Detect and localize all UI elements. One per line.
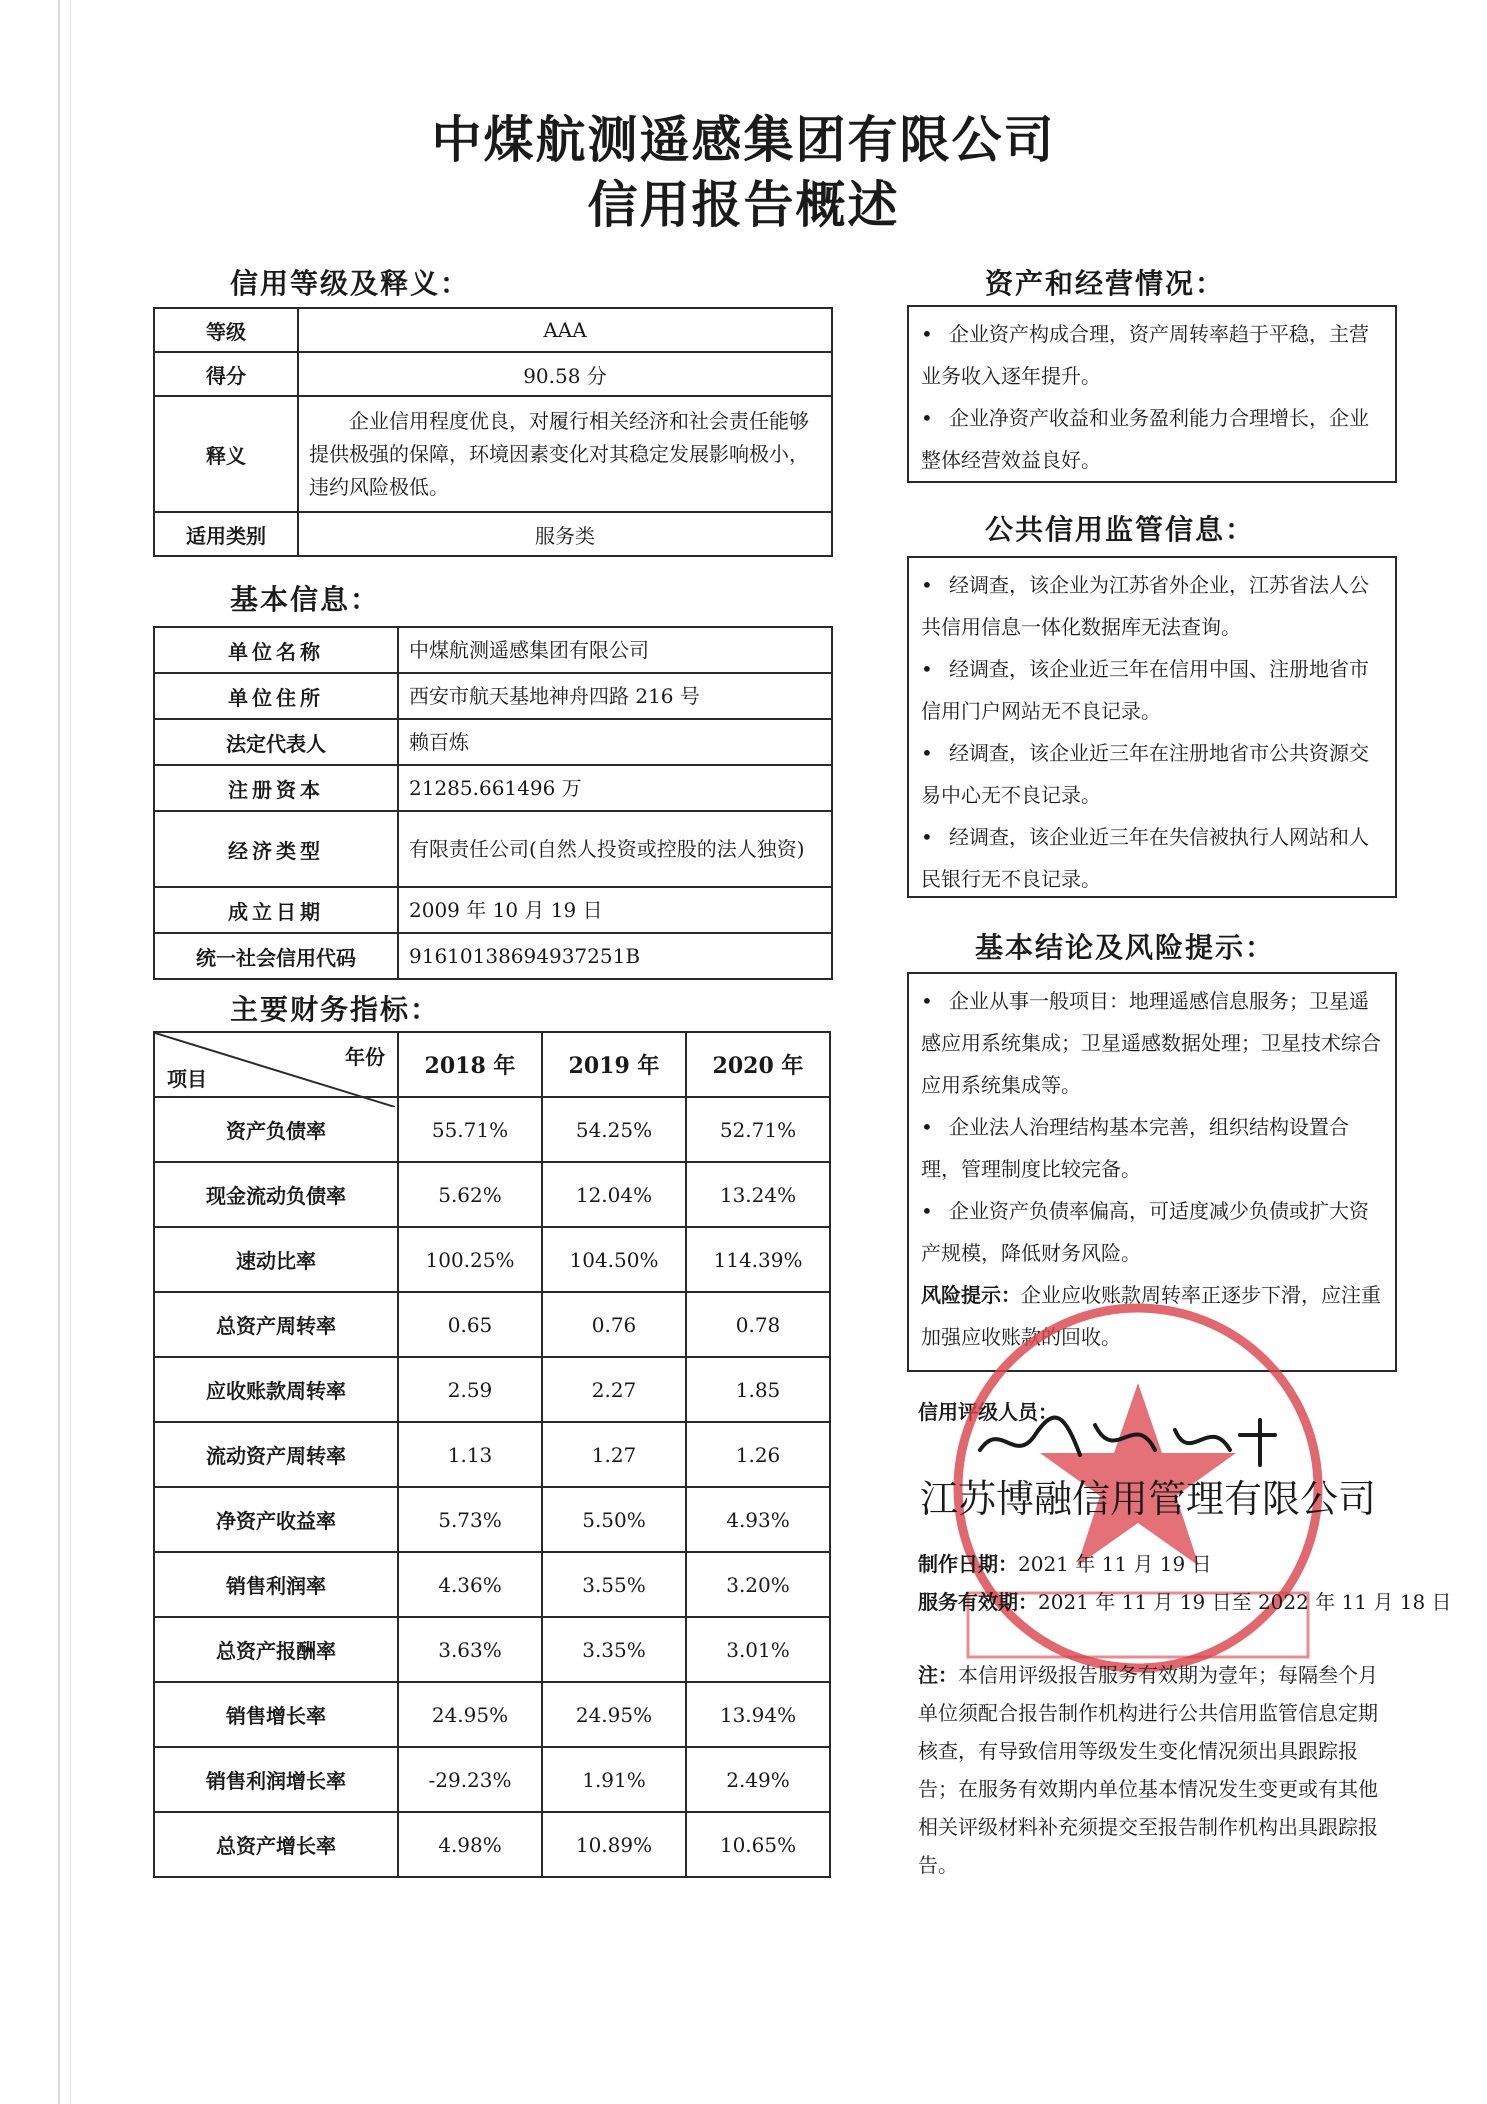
bullet-icon: •	[921, 657, 933, 681]
metric-name: 总资产报酬率	[154, 1617, 398, 1682]
table-row	[154, 396, 832, 512]
basic-heading: 基本信息：	[230, 583, 381, 616]
metric-value: 12.04%	[542, 1162, 686, 1227]
list-item	[921, 816, 1383, 900]
metric-name: 销售增长率	[154, 1682, 398, 1747]
table-header-row	[154, 1032, 830, 1097]
metric-value: 0.78	[686, 1292, 830, 1357]
table-row	[154, 765, 832, 811]
finance-table	[153, 1031, 831, 1878]
table-row	[154, 1292, 830, 1357]
basic-value: 91610138694937251B	[398, 933, 832, 979]
list-item	[921, 1190, 1383, 1274]
credit-heading: 信用等级及释义：	[230, 267, 471, 300]
list-item-text: 企业法人治理结构基本完善，组织结构设置合理，管理制度比较完备。	[921, 1115, 1349, 1181]
finance-heading: 主要财务指标：	[230, 993, 441, 1026]
note-label: 注：	[918, 1663, 958, 1687]
table-row	[154, 1747, 830, 1812]
basic-key: 统一社会信用代码	[154, 933, 398, 979]
metric-value: 1.91%	[542, 1747, 686, 1812]
bullet-icon: •	[921, 825, 933, 849]
basic-key: 成立日期	[154, 887, 398, 933]
table-row	[154, 627, 832, 673]
table-row	[154, 887, 832, 933]
metric-name: 总资产增长率	[154, 1812, 398, 1877]
list-item-text: 企业从事一般项目：地理遥感信息服务；卫星遥感应用系统集成；卫星遥感数据处理；卫星技术综合应用系统集成等。	[921, 989, 1381, 1097]
metric-value: 1.27	[542, 1422, 686, 1487]
metric-value: 1.85	[686, 1357, 830, 1422]
credit-key: 得分	[154, 352, 298, 396]
table-row	[154, 1617, 830, 1682]
risk-label: 风险提示：	[921, 1283, 1021, 1307]
metric-name: 销售利润增长率	[154, 1747, 398, 1812]
public-box	[907, 556, 1397, 898]
finance-body	[154, 1097, 830, 1877]
metric-value: 3.55%	[542, 1552, 686, 1617]
list-item	[921, 564, 1383, 648]
metric-name: 应收账款周转率	[154, 1357, 398, 1422]
basic-value: 中煤航测遥感集团有限公司	[398, 627, 832, 673]
metric-value: 0.76	[542, 1292, 686, 1357]
metric-value: 2.59	[398, 1357, 542, 1422]
list-item-text: 企业资产负债率偏高，可适度减少负债或扩大资产规模，降低财务风险。	[921, 1199, 1369, 1265]
corner-year-label: 年份	[345, 1045, 385, 1069]
metric-value: -29.23%	[398, 1747, 542, 1812]
table-row	[154, 1552, 830, 1617]
metric-value: 0.65	[398, 1292, 542, 1357]
metric-name: 净资产收益率	[154, 1487, 398, 1552]
list-item-text: 经调查，该企业近三年在注册地省市公共资源交易中心无不良记录。	[921, 741, 1369, 807]
credit-value: AAA	[298, 308, 832, 352]
credit-table	[153, 307, 833, 557]
metric-value: 2.27	[542, 1357, 686, 1422]
valid-label: 服务有效期：	[918, 1590, 1038, 1614]
page-edge-line	[70, 0, 71, 2104]
metric-value: 13.94%	[686, 1682, 830, 1747]
table-row	[154, 1487, 830, 1552]
made-date-value: 2021 年 11 月 19 日	[1018, 1552, 1212, 1576]
metric-name: 资产负债率	[154, 1097, 398, 1162]
table-row	[154, 719, 832, 765]
metric-value: 54.25%	[542, 1097, 686, 1162]
credit-key: 释义	[154, 396, 298, 512]
assets-heading: 资产和经营情况：	[985, 267, 1226, 300]
metric-value: 2.49%	[686, 1747, 830, 1812]
basic-value: 赖百炼	[398, 719, 832, 765]
list-item	[921, 397, 1383, 481]
metric-name: 流动资产周转率	[154, 1422, 398, 1487]
conclusion-heading: 基本结论及风险提示：	[975, 931, 1276, 964]
metric-value: 55.71%	[398, 1097, 542, 1162]
metric-name: 现金流动负债率	[154, 1162, 398, 1227]
basic-key: 单位住所	[154, 673, 398, 719]
metric-value: 1.13	[398, 1422, 542, 1487]
metric-value: 104.50%	[542, 1227, 686, 1292]
metric-value: 3.20%	[686, 1552, 830, 1617]
credit-value: 企业信用程度优良，对履行相关经济和社会责任能够提供极强的保障，环境因素变化对其稳定发展影响极小，违约风险极低。	[298, 396, 832, 512]
table-row	[154, 1682, 830, 1747]
metric-name: 销售利润率	[154, 1552, 398, 1617]
credit-key: 等级	[154, 308, 298, 352]
basic-value: 有限责任公司(自然人投资或控股的法人独资)	[398, 811, 832, 887]
metric-value: 1.26	[686, 1422, 830, 1487]
metric-value: 13.24%	[686, 1162, 830, 1227]
list-item-text: 经调查，该企业为江苏省外企业，江苏省法人公共信用信息一体化数据库无法查询。	[921, 573, 1369, 639]
made-date-label: 制作日期：	[918, 1552, 1018, 1576]
rater-signature	[975, 1405, 1305, 1475]
bullet-icon: •	[921, 406, 933, 430]
table-row	[154, 673, 832, 719]
basic-key: 法定代表人	[154, 719, 398, 765]
year-header: 2020 年	[686, 1032, 830, 1097]
list-item-text: 企业资产构成合理，资产周转率趋于平稳，主营业务收入逐年提升。	[921, 322, 1369, 388]
year-header: 2019 年	[542, 1032, 686, 1097]
corner-item-label: 项目	[167, 1067, 207, 1091]
metric-value: 24.95%	[542, 1682, 686, 1747]
table-row	[154, 811, 832, 887]
metric-value: 4.93%	[686, 1487, 830, 1552]
assets-box	[907, 305, 1397, 483]
metric-value: 100.25%	[398, 1227, 542, 1292]
list-item-text: 经调查，该企业近三年在失信被执行人网站和人民银行无不良记录。	[921, 825, 1369, 891]
table-row	[154, 1812, 830, 1877]
bullet-icon: •	[921, 1115, 933, 1139]
table-row	[154, 933, 832, 979]
list-item	[921, 648, 1383, 732]
note-text: 本信用评级报告服务有效期为壹年；每隔叁个月单位须配合报告制作机构进行公共信用监管信息定期核查，有导致信用等级发生变化情况须出具跟踪报告；在服务有效期内单位基本情况发生变更或有其他相关评级材料补充须提交至报告制作机构出具跟踪报告。	[918, 1663, 1378, 1877]
basic-info-table	[153, 626, 833, 980]
list-item	[921, 313, 1383, 397]
table-row	[154, 352, 832, 396]
bullet-icon: •	[921, 741, 933, 765]
metric-name: 速动比率	[154, 1227, 398, 1292]
basic-key: 注册资本	[154, 765, 398, 811]
basic-value: 2009 年 10 月 19 日	[398, 887, 832, 933]
metric-value: 3.63%	[398, 1617, 542, 1682]
table-row	[154, 1357, 830, 1422]
footnote	[918, 1656, 1378, 1884]
metric-value: 10.65%	[686, 1812, 830, 1877]
metric-value: 5.62%	[398, 1162, 542, 1227]
bullet-icon: •	[921, 573, 933, 597]
corner-cell	[154, 1032, 398, 1097]
basic-key: 经济类型	[154, 811, 398, 887]
metric-value: 10.89%	[542, 1812, 686, 1877]
table-row	[154, 512, 832, 556]
public-heading: 公共信用监管信息：	[985, 513, 1256, 546]
list-item	[921, 980, 1383, 1106]
report-title: 中煤航测遥感集团有限公司	[431, 111, 1056, 169]
risk-text: 企业应收账款周转率正逐步下滑，应注重加强应收账款的回收。	[921, 1283, 1381, 1349]
year-header: 2018 年	[398, 1032, 542, 1097]
metric-value: 4.98%	[398, 1812, 542, 1877]
metric-value: 3.01%	[686, 1617, 830, 1682]
list-item-text: 经调查，该企业近三年在信用中国、注册地省市信用门户网站无不良记录。	[921, 657, 1369, 723]
valid-line	[918, 1586, 1452, 1615]
credit-key: 适用类别	[154, 512, 298, 556]
basic-value: 西安市航天基地神舟四路 216 号	[398, 673, 832, 719]
list-item-text: 企业净资产收益和业务盈利能力合理增长，企业整体经营效益良好。	[921, 406, 1369, 472]
metric-value: 3.35%	[542, 1617, 686, 1682]
metric-value: 52.71%	[686, 1097, 830, 1162]
rater-label: 信用评级人员：	[918, 1400, 1058, 1424]
list-item	[921, 1106, 1383, 1190]
page-edge-line	[58, 0, 60, 2104]
metric-value: 114.39%	[686, 1227, 830, 1292]
metric-value: 5.73%	[398, 1487, 542, 1552]
report-subtitle: 信用报告概述	[587, 176, 900, 234]
table-row	[154, 308, 832, 352]
bullet-icon: •	[921, 1199, 933, 1223]
valid-value: 2021 年 11 月 19 日至 2022 年 11 月 18 日	[1038, 1590, 1452, 1614]
issuer-company: 江苏博融信用管理有限公司	[920, 1477, 1377, 1521]
bullet-icon: •	[921, 322, 933, 346]
metric-value: 24.95%	[398, 1682, 542, 1747]
table-row	[154, 1162, 830, 1227]
metric-name: 总资产周转率	[154, 1292, 398, 1357]
table-row	[154, 1227, 830, 1292]
credit-value: 服务类	[298, 512, 832, 556]
credit-value: 90.58 分	[298, 352, 832, 396]
basic-value: 21285.661496 万	[398, 765, 832, 811]
metric-value: 4.36%	[398, 1552, 542, 1617]
made-date-line	[918, 1548, 1212, 1577]
table-row	[154, 1422, 830, 1487]
bullet-icon: •	[921, 989, 933, 1013]
basic-key: 单位名称	[154, 627, 398, 673]
metric-value: 5.50%	[542, 1487, 686, 1552]
list-item	[921, 732, 1383, 816]
